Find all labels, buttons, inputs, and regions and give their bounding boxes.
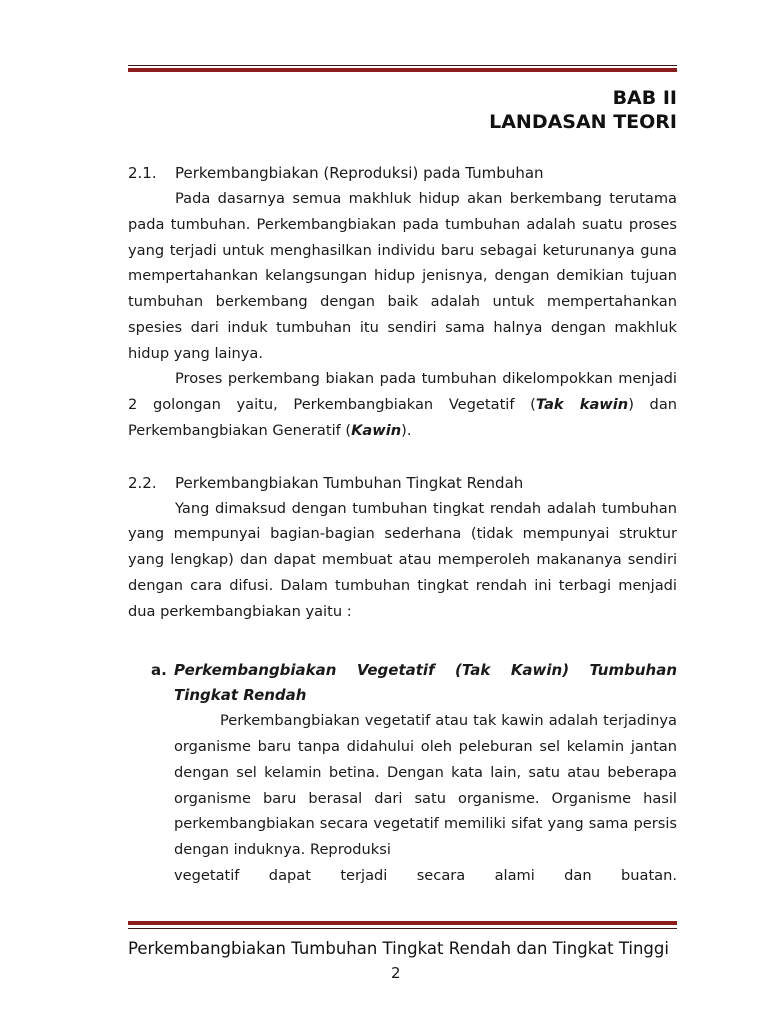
section-heading-2-1 — [128, 160, 677, 186]
footer-rule-thin — [128, 928, 677, 929]
emphasis-tak-kawin: Tak kawin — [535, 396, 629, 413]
paragraph: Pada dasarnya semua makhluk hidup akan berkembang terutama pada tumbuhan. Perkembangbiakan pada tumbuhan adalah suatu proses yang terjadi untuk menghasilkan individu baru sebagai keturunanya guna mempertahankan kelangsungan hidup jenisnya, dengan demikian tujuan tumbuhan berkembang dengan baik adalah untuk mempertahankan spesies dari induk tumbuhan itu sendiri sama halnya dengan makhluk hidup yang lainya. — [128, 190, 677, 362]
chapter-title: LANDASAN TEORI — [489, 111, 677, 133]
footer-title: Perkembangbiakan Tumbuhan Tingkat Rendah dan Tingkat Tinggi — [128, 939, 669, 958]
paragraph: Perkembangbiakan vegetatif atau tak kawin adalah terjadinya organisme baru tanpa didahului oleh peleburan sel kelamin jantan dengan sel kelamin betina. Dengan kata lain, satu atau beberapa organisme baru berasal dari satu organisme. Organisme hasil perkembangbiakan secara vegetatif memiliki sifat yang sama persis dengan induknya. Reproduksi — [174, 712, 677, 858]
subsection-title-line2: Tingkat Rendah — [174, 686, 307, 705]
section-number: 2.2. — [128, 473, 157, 492]
subsection-letter: a. — [151, 661, 167, 680]
section-heading-2-2 — [128, 470, 677, 496]
section-title: Perkembangbiakan (Reproduksi) pada Tumbuhan — [175, 164, 544, 182]
footer-rule-thick — [128, 921, 677, 925]
header-rule-thick — [128, 68, 677, 72]
paragraph: Yang dimaksud dengan tumbuhan tingkat rendah adalah tumbuhan yang mempunyai bagian-bagian sederhana (tidak mempunyai struktur yang lengkap) dan dapat membuat atau memperoleh makananya sendiri dengan cara difusi. Dalam tumbuhan tingkat rendah ini terbagi menjadi dua perkembangbiakan yaitu : — [128, 499, 677, 620]
page-body — [128, 160, 677, 889]
header-rule-thin — [128, 65, 677, 66]
paragraph: Proses perkembang biakan pada tumbuhan dikelompokkan menjadi 2 golongan yaitu, Perkembangbiakan Vegetatif (Tak kawin) dan Perkembangbiakan Generatif (Kawin). — [128, 370, 678, 439]
emphasis-kawin: Kawin — [351, 421, 402, 439]
subsection-heading-a — [151, 658, 677, 708]
paragraph-last-line: vegetatif dapat terjadi secara alami dan buatan. — [174, 866, 677, 884]
page-number: 2 — [391, 964, 401, 982]
section-title: Perkembangbiakan Tumbuhan Tingkat Rendah — [175, 473, 524, 492]
chapter-number: BAB II — [612, 87, 677, 109]
chapter-heading — [489, 86, 677, 134]
subsection-title-line1: Perkembangbiakan Vegetatif (Tak Kawin) Tumbuhan — [174, 661, 677, 680]
section-number: 2.1. — [128, 164, 157, 182]
